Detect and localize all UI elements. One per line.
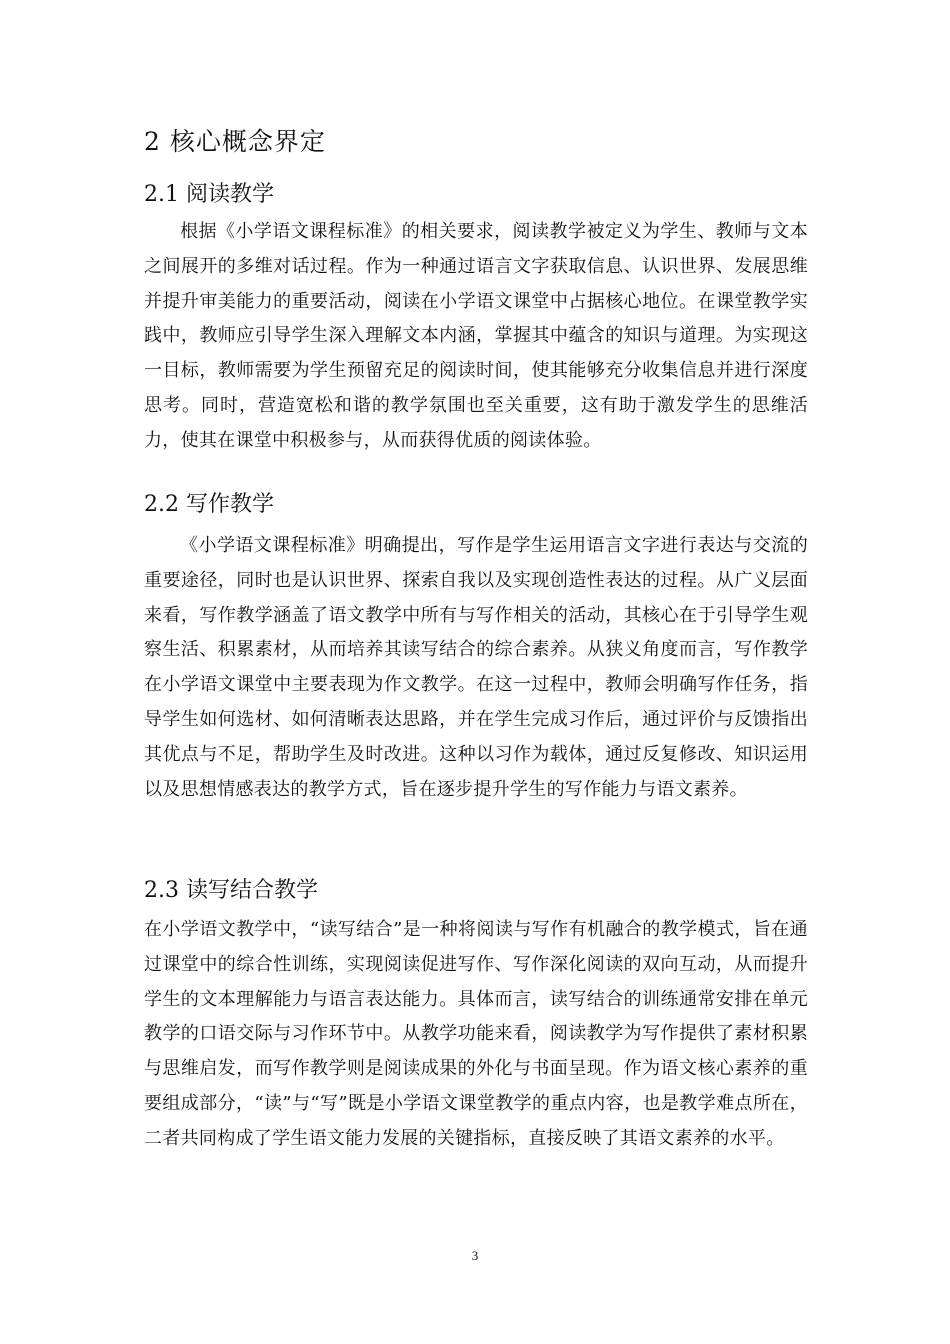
paragraph-reading: 根据《小学语文课程标准》的相关要求，阅读教学被定义为学生、教师与文本之间展开的多维对话过程。作为一种通过语言文字获取信息、认识世界、发展思维并提升审美能力的重要活动，阅读在小学语文课堂中占据核心地位。在课堂教学实践中，教师应引导学生深入理解文本内涵，掌握其中蕴含的知识与道理。为实现这一目标，教师需要为学生预留充足的阅读时间，使其能够充分收集信息并进行深度思考。同时，营造宽松和谐的教学氛围也至关重要，这有助于激发学生的思维活力，使其在课堂中积极参与，从而获得优质的阅读体验。 — [144, 221, 808, 451]
section-heading-reading-writing: 2.3 读写结合教学 — [144, 878, 318, 903]
chapter-title: 2 核心概念界定 — [144, 127, 326, 156]
paragraph-writing: 《小学语文课程标准》明确提出，写作是学生运用语言文字进行表达与交流的重要途径，同时也是认识世界、探索自我以及实现创造性表达的过程。从广义层面来看，写作教学涵盖了语文教学中所有与写作相关的活动，其核心在于引导学生观察生活、积累素材，从而培养其读写结合的综合素养。从狭义角度而言，写作教学在小学语文课堂中主要表现为作文教学。在这一过程中，教师会明确写作任务，指导学生如何选材、如何清晰表达思路，并在学生完成习作后，通过评价与反馈指出其优点与不足，帮助学生及时改进。这种以习作为载体，通过反复修改、知识运用以及思想情感表达的教学方式，旨在逐步提升学生的写作能力与语文素养。 — [144, 535, 808, 800]
page-number: 3 — [471, 1248, 479, 1263]
section-heading-writing: 2.2 写作教学 — [144, 492, 274, 517]
section-heading-reading: 2.1 阅读教学 — [144, 182, 274, 207]
paragraph-reading-writing: 在小学语文教学中，“读写结合”是一种将阅读与写作有机融合的教学模式，旨在通过课堂中的综合性训练，实现阅读促进写作、写作深化阅读的双向互动，从而提升学生的文本理解能力与语言表达能力。具体而言，读写结合的训练通常安排在单元教学的口语交际与习作环节中。从教学功能来看，阅读教学为写作提供了素材积累与思维启发，而写作教学则是阅读成果的外化与书面呈现。作为语文核心素养的重要组成部分，“读”与“写”既是小学语文课堂教学的重点内容，也是教学难点所在，二者共同构成了学生语文能力发展的关键指标，直接反映了其语文素养的水平。 — [144, 919, 808, 1149]
